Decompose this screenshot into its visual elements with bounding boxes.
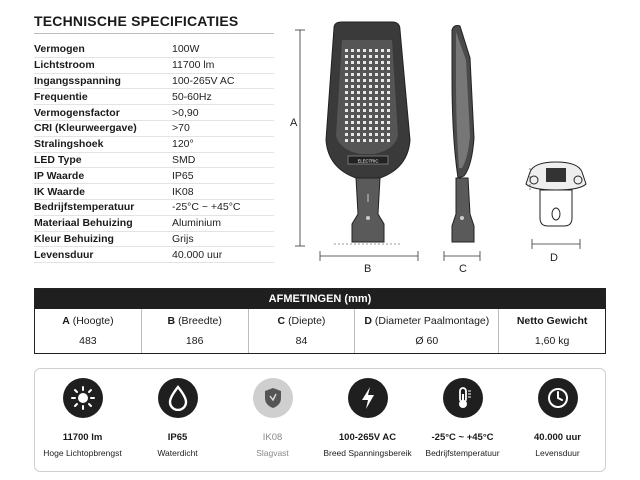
sun-icon	[63, 378, 103, 418]
dimension-label: C (Diepte)	[277, 315, 326, 327]
spec-value: 120°	[172, 138, 194, 151]
feature-label: Breed Spanningsbereik	[323, 448, 412, 458]
spec-row	[34, 184, 274, 200]
dimension-label: D (Diameter Paalmontage)	[364, 315, 490, 327]
page-title: TECHNISCHE SPECIFICATIES	[34, 13, 239, 29]
spec-row	[34, 153, 274, 169]
dimension-column-weight	[499, 309, 605, 353]
spec-row	[34, 232, 274, 248]
side-view	[452, 26, 474, 243]
spec-row	[34, 105, 274, 121]
feature-value: IP65	[167, 432, 188, 443]
lightning-icon	[348, 378, 388, 418]
spec-key: Materiaal Behuizing	[34, 217, 133, 230]
spec-value: 40.000 uur	[172, 248, 223, 261]
spec-value: IK08	[172, 185, 194, 198]
spec-key: Kleur Behuizing	[34, 232, 114, 245]
spec-value: 100W	[172, 43, 200, 56]
dimension-a-line	[295, 30, 305, 246]
spec-row	[34, 137, 274, 153]
dimension-d-label: D	[550, 252, 558, 264]
title-divider	[34, 33, 274, 34]
feature-item	[35, 369, 130, 471]
feature-value: 40.000 uur	[534, 432, 581, 443]
spec-row	[34, 247, 274, 263]
dimension-value: 84	[295, 335, 308, 347]
spec-value: 100-265V AC	[172, 74, 235, 87]
shield-icon	[253, 378, 293, 418]
spec-key: Stralingshoek	[34, 138, 104, 151]
dimension-label: Netto Gewicht	[516, 315, 588, 327]
spec-value: Grijs	[172, 232, 194, 245]
bottom-view	[526, 162, 586, 226]
feature-label: Bedrijfstemperatuur	[425, 448, 500, 458]
dimension-label: A (Hoogte)	[62, 315, 114, 327]
led-array	[344, 46, 390, 144]
feature-label: Slagvast	[256, 448, 289, 458]
spec-key: Levensduur	[34, 248, 94, 261]
feature-label: Waterdicht	[157, 448, 198, 458]
clock-icon	[538, 378, 578, 418]
spec-key: Lichtstroom	[34, 59, 95, 72]
spec-row	[34, 168, 274, 184]
spec-value: SMD	[172, 153, 196, 166]
feature-value: 11700 lm	[62, 432, 103, 443]
feature-item	[225, 369, 320, 471]
dimension-column-d	[355, 309, 499, 353]
dimensions-table	[34, 288, 606, 354]
feature-value: IK08	[262, 432, 283, 443]
spec-row	[34, 58, 274, 74]
dimension-value: 186	[185, 335, 204, 347]
dimension-c-line	[444, 251, 480, 261]
spec-value: IP65	[172, 169, 194, 182]
spec-row	[34, 42, 274, 58]
spec-key: Vermogen	[34, 43, 85, 56]
spec-key: IP Waarde	[34, 169, 85, 182]
feature-label: Hoge Lichtopbrengst	[43, 448, 122, 458]
dimension-c-label: C	[459, 263, 467, 275]
spec-key: IK Waarde	[34, 185, 85, 198]
water-drop-icon	[158, 378, 198, 418]
feature-item	[415, 369, 510, 471]
feature-item	[130, 369, 225, 471]
dimension-b-line	[320, 251, 418, 261]
spec-key: LED Type	[34, 153, 82, 166]
spec-value: -25°C ~ +45°C	[172, 201, 241, 214]
dimension-column-b	[142, 309, 249, 353]
spec-key: CRI (Kleurweergave)	[34, 122, 137, 135]
spec-row	[34, 89, 274, 105]
spec-value: 11700 lm	[172, 59, 215, 72]
dimension-label: B (Breedte)	[167, 315, 222, 327]
feature-item	[510, 369, 605, 471]
spec-value: Aluminium	[172, 217, 222, 230]
thermometer-icon	[443, 378, 483, 418]
spec-key: Frequentie	[34, 90, 88, 103]
spec-value: >70	[172, 122, 190, 135]
spec-row	[34, 74, 274, 90]
dimension-column-c	[249, 309, 356, 353]
feature-label: Levensduur	[535, 448, 580, 458]
spec-row	[34, 216, 274, 232]
front-view	[326, 22, 410, 244]
feature-value: 100-265V AC	[338, 432, 397, 443]
spec-row	[34, 200, 274, 216]
spec-value: 50-60Hz	[172, 90, 212, 103]
spec-table	[34, 42, 274, 263]
dimension-column-a	[35, 309, 142, 353]
brand-plate: ELECTRIC	[357, 158, 379, 164]
dimension-value: 483	[79, 335, 97, 347]
spec-key: Bedrijfstemperatuur	[34, 201, 135, 214]
feature-value: -25°C ~ +45°C	[431, 432, 494, 443]
dimension-value: Ø 60	[415, 335, 439, 347]
spec-row	[34, 121, 274, 137]
dimension-b-label: B	[364, 263, 372, 275]
spec-key: Ingangsspanning	[34, 74, 121, 87]
dimension-value: 1,60 kg	[534, 335, 570, 347]
dimension-d-line	[532, 239, 580, 249]
dimension-a-label: A	[290, 117, 298, 129]
spec-key: Vermogensfactor	[34, 106, 120, 119]
technical-drawing	[284, 18, 624, 280]
spec-value: >0,90	[172, 106, 199, 119]
feature-panel	[34, 368, 606, 472]
dimensions-header: AFMETINGEN (mm)	[35, 289, 605, 309]
feature-item	[320, 369, 415, 471]
